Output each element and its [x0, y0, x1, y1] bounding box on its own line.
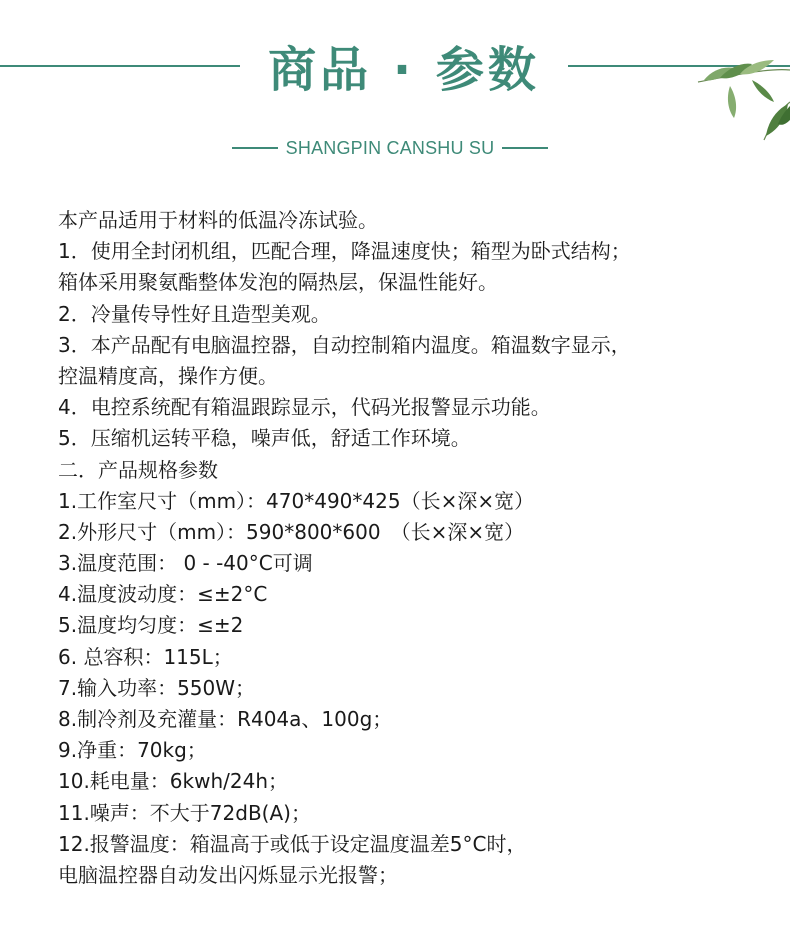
spec-line: 4.温度波动度：≤±2°C	[58, 582, 268, 607]
spec-line: 3．本产品配有电脑温控器，自动控制箱内温度。箱温数字显示，	[58, 332, 631, 357]
spec-line: 本产品适用于材料的低温冷冻试验。	[58, 208, 378, 232]
section-subtitle: SHANGPIN CANSHU SU	[285, 138, 495, 158]
spec-content	[58, 205, 778, 891]
spec-line: 5．压缩机运转平稳，噪声低，舒适工作环境。	[58, 426, 471, 451]
spec-line: 控温精度高，操作方便。	[58, 363, 278, 388]
section-title: 商品 · 参数	[268, 42, 540, 98]
spec-line: 2.外形尺寸（mm）：590*800*600 （长×深×宽）	[58, 519, 525, 544]
subtitle-divider-left	[232, 147, 278, 149]
spec-line: 7.输入功率：550W；	[58, 675, 256, 700]
spec-line: 4．电控系统配有箱温跟踪显示，代码光报警显示功能。	[58, 395, 551, 420]
spec-line: 8.制冷剂及充灌量：R404a、100g；	[58, 707, 393, 731]
leaf-branch-icon	[690, 40, 790, 150]
spec-line: 11.噪声：不大于72dB(A)；	[58, 800, 311, 825]
spec-heading: 二．产品规格参数	[58, 457, 218, 482]
header-divider-left	[0, 65, 240, 67]
spec-line: 电脑温控器自动发出闪烁显示光报警；	[58, 862, 398, 887]
spec-line: 2．冷量传导性好且造型美观。	[58, 301, 331, 326]
spec-line: 1.工作室尺寸（mm）：470*490*425（长×深×宽）	[58, 488, 535, 513]
spec-line: 9.净重：70kg；	[58, 738, 207, 763]
section-header	[0, 0, 790, 180]
spec-line: 1．使用全封闭机组，匹配合理，降温速度快；箱型为卧式结构；	[58, 239, 631, 264]
spec-line: 箱体采用聚氨酯整体发泡的隔热层，保温性能好。	[58, 270, 498, 295]
spec-line: 12.报警温度：箱温高于或低于设定温度温差5°C时，	[58, 831, 527, 856]
spec-line: 10.耗电量：6kwh/24h；	[58, 769, 289, 794]
spec-line: 3.温度范围： 0 - -40°C可调	[58, 551, 313, 576]
subtitle-divider-right	[502, 147, 548, 149]
spec-line: 6. 总容积：115L；	[58, 644, 233, 669]
spec-line: 5.温度均匀度：≤±2	[58, 613, 244, 638]
